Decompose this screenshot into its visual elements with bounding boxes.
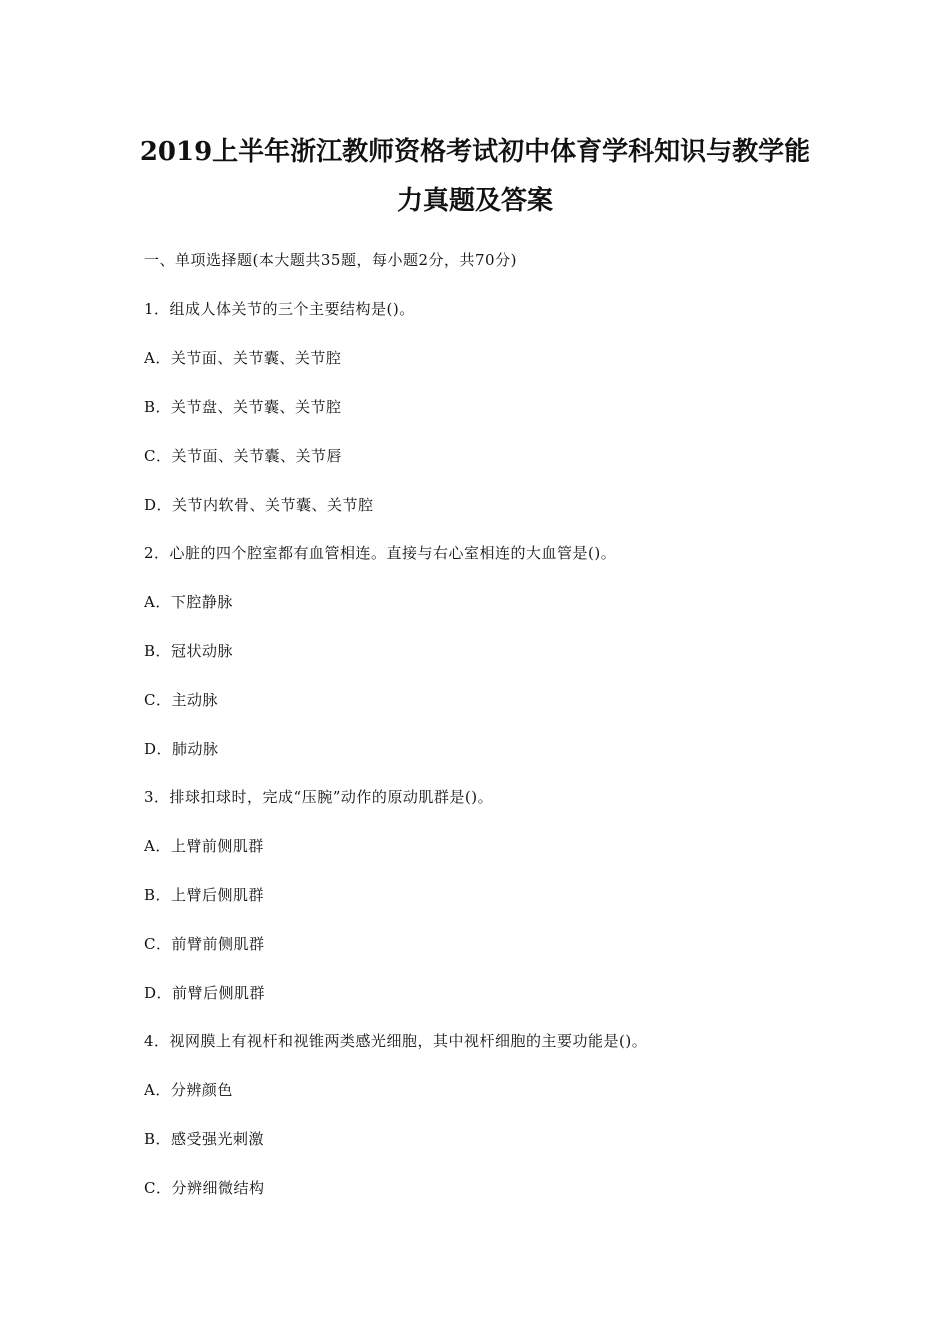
question-option: A．分辨颜色 bbox=[144, 1081, 233, 1099]
question-option: A．关节面、关节囊、关节腔 bbox=[144, 349, 342, 367]
question-option: B．冠状动脉 bbox=[144, 642, 234, 660]
question-option: D．关节内软骨、关节囊、关节腔 bbox=[144, 496, 374, 514]
question-option: C．前臂前侧肌群 bbox=[144, 935, 265, 953]
question-option: B．关节盘、关节囊、关节腔 bbox=[144, 398, 342, 416]
document-title-line-2: 力真题及答案 bbox=[396, 186, 553, 216]
question-option: C．关节面、关节囊、关节唇 bbox=[144, 447, 342, 465]
question-stem: 3．排球扣球时，完成“压腕”动作的原动肌群是()。 bbox=[144, 788, 494, 806]
question-option: D．肺动脉 bbox=[144, 740, 219, 758]
question-stem: 1．组成人体关节的三个主要结构是()。 bbox=[144, 300, 415, 318]
question-option: B．感受强光刺激 bbox=[144, 1130, 265, 1148]
section-heading: 一、单项选择题(本大题共35题，每小题2分，共70分) bbox=[144, 251, 517, 269]
question-option: C．分辨细微结构 bbox=[144, 1179, 265, 1197]
document-title-line-1: 2019上半年浙江教师资格考试初中体育学科知识与教学能 bbox=[139, 137, 811, 167]
question-option: A．下腔静脉 bbox=[144, 593, 233, 611]
question-stem: 2．心脏的四个腔室都有血管相连。直接与右心室相连的大血管是()。 bbox=[144, 544, 617, 562]
question-option: A．上臂前侧肌群 bbox=[144, 837, 264, 855]
question-option: C．主动脉 bbox=[144, 691, 218, 709]
question-stem: 4．视网膜上有视杆和视锥两类感光细胞，其中视杆细胞的主要功能是()。 bbox=[144, 1032, 648, 1050]
question-option: D．前臂后侧肌群 bbox=[144, 984, 266, 1002]
question-option: B．上臂后侧肌群 bbox=[144, 886, 265, 904]
